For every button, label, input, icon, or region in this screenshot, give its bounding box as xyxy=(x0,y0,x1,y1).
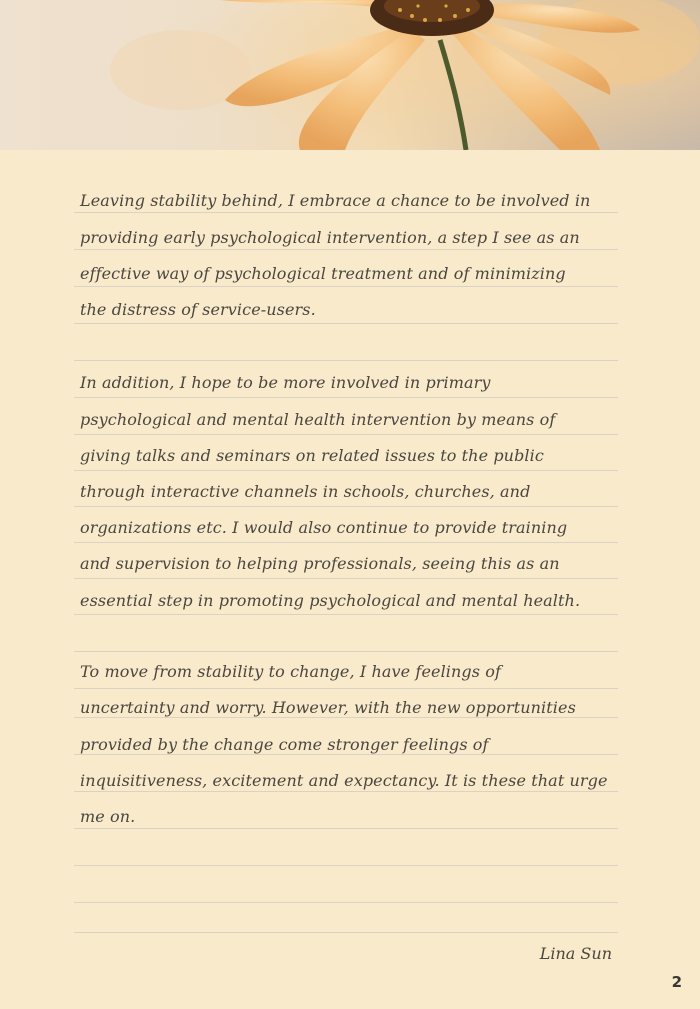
letter-text-line: uncertainty and worry. However, with the new opportunities xyxy=(80,698,576,717)
letter-text-line: organizations etc. I would also continue to provide training xyxy=(80,518,568,537)
flower-icon xyxy=(0,0,700,150)
ruled-line xyxy=(74,688,618,689)
letter-text-line: psychological and mental health intervention by means of xyxy=(80,410,556,429)
letter-text-line: Leaving stability behind, I embrace a chance to be involved in xyxy=(80,191,591,210)
ruled-line xyxy=(74,360,618,361)
letter-text-line: In addition, I hope to be more involved in primary xyxy=(80,373,491,392)
ruled-line xyxy=(74,865,618,866)
page-number: 2 xyxy=(671,973,682,991)
letter-text-line: essential step in promoting psychological and mental health. xyxy=(80,591,581,610)
letter-text-line: providing early psychological intervention, a step I see as an xyxy=(80,228,580,247)
letter-text-line: effective way of psychological treatment and of minimizing xyxy=(80,264,566,283)
signature: Lina Sun xyxy=(539,944,612,963)
letter-text-line: and supervision to helping professionals, seeing this as an xyxy=(80,554,560,573)
letter-text-line: inquisitiveness, excitement and expectancy. It is these that urge xyxy=(80,771,608,790)
letter-text-line: the distress of service-users. xyxy=(80,300,316,319)
letter-text-line: me on. xyxy=(80,807,136,826)
flower-banner-image xyxy=(0,0,700,150)
letter-text-line: giving talks and seminars on related issues to the public xyxy=(80,446,544,465)
ruled-line xyxy=(74,902,618,903)
ruled-line xyxy=(74,651,618,652)
letter-text-line: through interactive channels in schools, churches, and xyxy=(80,482,531,501)
letter-text-line: To move from stability to change, I have feelings of xyxy=(80,662,502,681)
letter-text-line: provided by the change come stronger feelings of xyxy=(80,735,489,754)
ruled-line xyxy=(74,932,618,933)
